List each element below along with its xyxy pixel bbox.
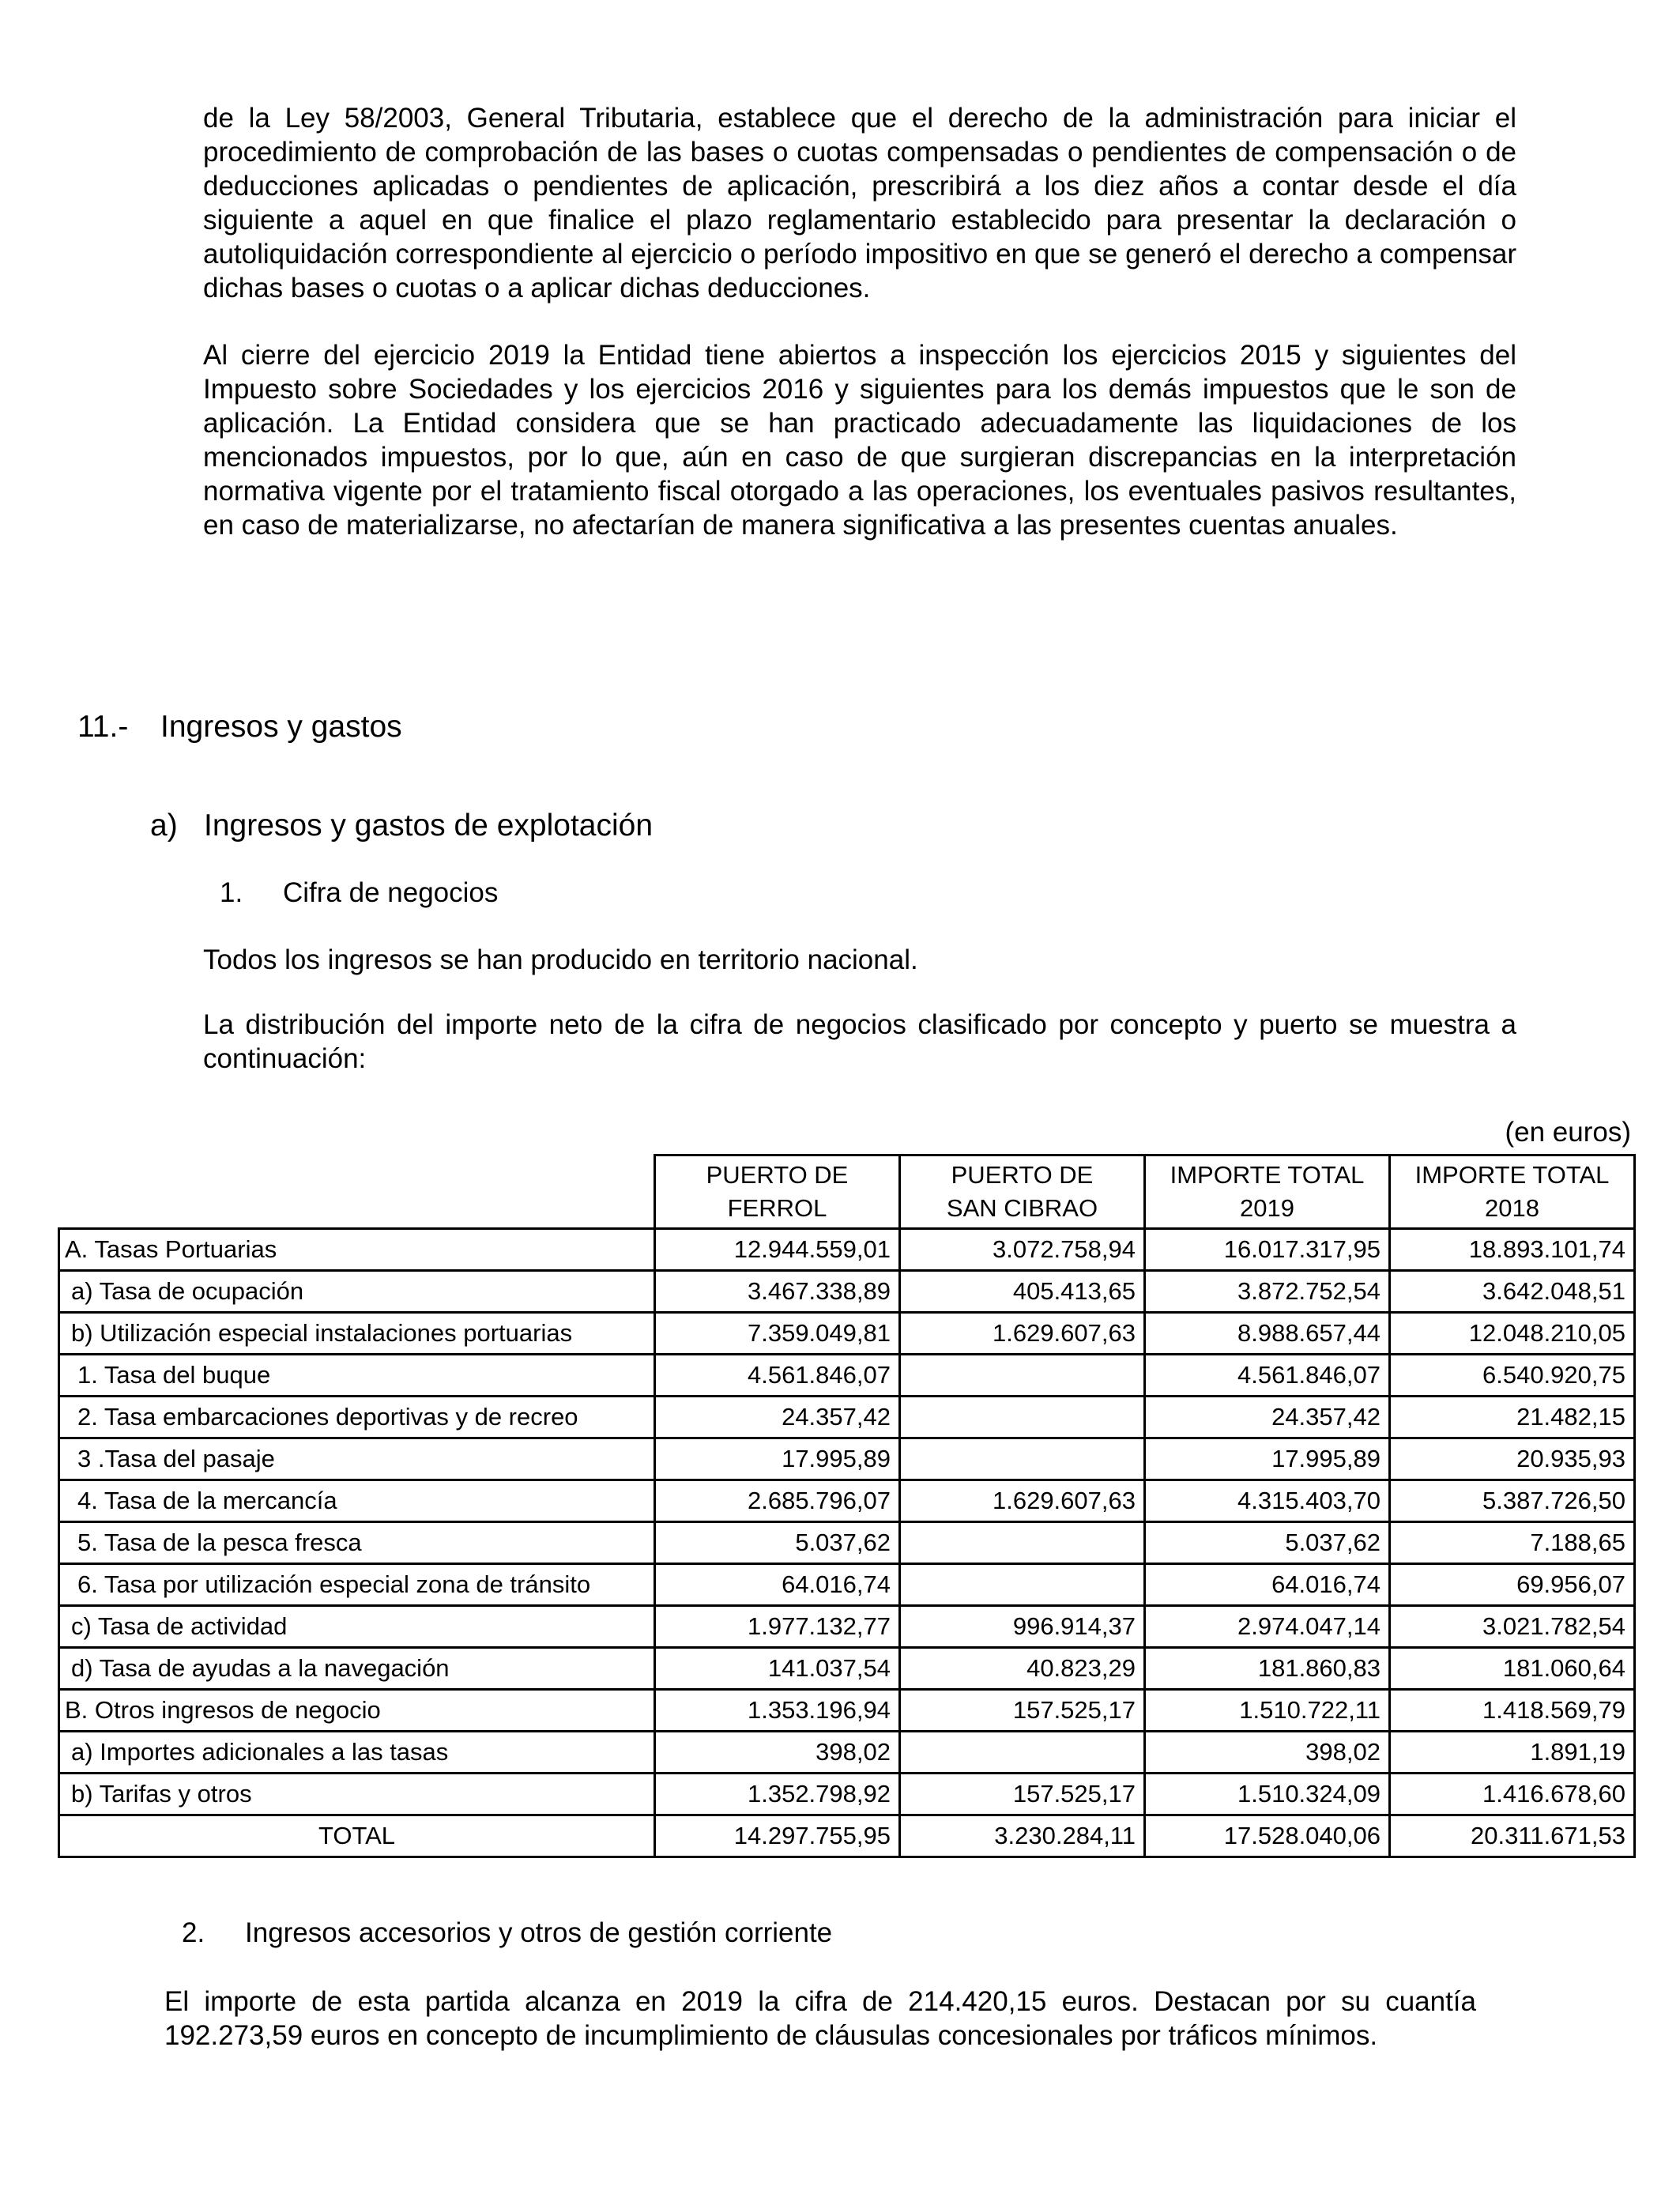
revenue-table — [58, 1154, 1636, 1858]
section-number: 11.- — [77, 710, 129, 744]
table-row — [59, 1355, 1635, 1397]
cell-value: 181.060,64 — [1390, 1648, 1635, 1690]
cell-value: 1.891,19 — [1390, 1732, 1635, 1774]
item-heading — [182, 1917, 832, 1949]
body-paragraph: Todos los ingresos se han producido en territorio nacional. — [203, 944, 918, 975]
body-paragraph: Al cierre del ejercicio 2019 la Entidad tiene abiertos a inspección los ejercicios 2015 y siguientes del Impuesto sobre Sociedades y los ejercicios 2016 y siguientes para los demás impuestos que le son de aplicación. La Entidad considera que se han practicado adecuadamente las liquidaciones de los mencionados impuestos, por lo que, aún en caso de que surgieran discrepancias en la interpretación normativa vigente por el tratamiento fiscal otorgado a las operaciones, los eventuales pasivos resultantes, en caso de materializarse, no afectarían de manera significativa a las presentes cuentas anuales. — [203, 340, 1516, 541]
cell-value: 17.528.040,06 — [1145, 1815, 1390, 1857]
cell-value: 69.956,07 — [1390, 1564, 1635, 1606]
table-header-row — [59, 1155, 1635, 1229]
table-row — [59, 1397, 1635, 1438]
cell-value: 24.357,42 — [1145, 1397, 1390, 1438]
row-label: 1. Tasa del buque — [59, 1355, 655, 1397]
row-label: 6. Tasa por utilización especial zona de tránsito — [59, 1564, 655, 1606]
cell-value: 64.016,74 — [1145, 1564, 1390, 1606]
table-row — [59, 1271, 1635, 1313]
body-paragraph: El importe de esta partida alcanza en 2019 la cifra de 214.420,15 euros. Destacan por su cuantía 192.273,59 euros en concepto de incumplimiento de cláusulas concesionales por tráficos mínimos. — [164, 1986, 1476, 2051]
row-label: d) Tasa de ayudas a la navegación — [59, 1648, 655, 1690]
table-row — [59, 1606, 1635, 1648]
item-heading — [220, 877, 498, 909]
section-heading — [77, 710, 402, 745]
column-header: PUERTO DE FERROL — [655, 1155, 900, 1229]
column-header: PUERTO DE SAN CIBRAO — [900, 1155, 1145, 1229]
cell-value: 3.467.338,89 — [655, 1271, 900, 1313]
cell-value: 181.860,83 — [1145, 1648, 1390, 1690]
row-label: c) Tasa de actividad — [59, 1606, 655, 1648]
item-title: Ingresos accesorios y otros de gestión corriente — [245, 1917, 833, 1948]
table-row — [59, 1774, 1635, 1815]
table-row — [59, 1732, 1635, 1774]
row-label: B. Otros ingresos de negocio — [59, 1690, 655, 1732]
cell-value: 12.048.210,05 — [1390, 1313, 1635, 1355]
cell-value: 24.357,42 — [655, 1397, 900, 1438]
table-row — [59, 1564, 1635, 1606]
row-label: 3 .Tasa del pasaje — [59, 1438, 655, 1480]
cell-value: 3.872.752,54 — [1145, 1271, 1390, 1313]
row-label: A. Tasas Portuarias — [59, 1229, 655, 1271]
cell-value: 20.311.671,53 — [1390, 1815, 1635, 1857]
cell-value: 5.037,62 — [1145, 1522, 1390, 1564]
cell-value: 141.037,54 — [655, 1648, 900, 1690]
subsection-title: Ingresos y gastos de explotación — [204, 809, 654, 843]
row-label: b) Tarifas y otros — [59, 1774, 655, 1815]
cell-value: 1.416.678,60 — [1390, 1774, 1635, 1815]
table-row — [59, 1648, 1635, 1690]
cell-value: 2.974.047,14 — [1145, 1606, 1390, 1648]
cell-value: 17.995,89 — [655, 1438, 900, 1480]
table-row — [59, 1438, 1635, 1480]
row-label: 5. Tasa de la pesca fresca — [59, 1522, 655, 1564]
cell-value: 996.914,37 — [900, 1606, 1145, 1648]
cell-value: 21.482,15 — [1390, 1397, 1635, 1438]
cell-value: 1.418.569,79 — [1390, 1690, 1635, 1732]
table-row — [59, 1480, 1635, 1522]
table-unit-label: (en euros) — [1505, 1117, 1631, 1148]
table-header-blank — [59, 1155, 655, 1229]
cell-value: 3.230.284,11 — [900, 1815, 1145, 1857]
row-label: a) Tasa de ocupación — [59, 1271, 655, 1313]
cell-value: 1.977.132,77 — [655, 1606, 900, 1648]
cell-value: 20.935,93 — [1390, 1438, 1635, 1480]
cell-value: 7.359.049,81 — [655, 1313, 900, 1355]
cell-value: 5.387.726,50 — [1390, 1480, 1635, 1522]
cell-value — [900, 1564, 1145, 1606]
cell-value: 16.017.317,95 — [1145, 1229, 1390, 1271]
cell-value — [900, 1732, 1145, 1774]
column-header: IMPORTE TOTAL 2019 — [1145, 1155, 1390, 1229]
body-paragraph: de la Ley 58/2003, General Tributaria, establece que el derecho de la administración para iniciar el procedimiento de comprobación de las bases o cuotas compensadas o pendientes de compensación o de deducciones aplicadas o pendientes de aplicación, prescribirá a los diez años a contar desde el día siguiente a aquel en que finalice el plazo reglamentario establecido para presentar la declaración o autoliquidación correspondiente al ejercicio o período impositivo en que se generó el derecho a compensar dichas bases o cuotas o a aplicar dichas deducciones. — [203, 103, 1516, 303]
cell-value: 8.988.657,44 — [1145, 1313, 1390, 1355]
row-label: a) Importes adicionales a las tasas — [59, 1732, 655, 1774]
cell-value: 4.561.846,07 — [1145, 1355, 1390, 1397]
cell-value: 1.510.722,11 — [1145, 1690, 1390, 1732]
cell-value: 6.540.920,75 — [1390, 1355, 1635, 1397]
cell-value: 14.297.755,95 — [655, 1815, 900, 1857]
cell-value: 1.510.324,09 — [1145, 1774, 1390, 1815]
table-row — [59, 1690, 1635, 1732]
item-number: 2. — [182, 1917, 205, 1948]
column-header: IMPORTE TOTAL 2018 — [1390, 1155, 1635, 1229]
row-label: 4. Tasa de la mercancía — [59, 1480, 655, 1522]
table-total-row — [59, 1815, 1635, 1857]
cell-value: 3.642.048,51 — [1390, 1271, 1635, 1313]
cell-value: 1.629.607,63 — [900, 1313, 1145, 1355]
section-title: Ingresos y gastos — [160, 710, 402, 744]
cell-value — [900, 1522, 1145, 1564]
item-number: 1. — [220, 877, 243, 908]
item-title: Cifra de negocios — [283, 877, 499, 908]
cell-value: 1.629.607,63 — [900, 1480, 1145, 1522]
cell-value: 157.525,17 — [900, 1774, 1145, 1815]
cell-value — [900, 1397, 1145, 1438]
cell-value: 7.188,65 — [1390, 1522, 1635, 1564]
cell-value: 17.995,89 — [1145, 1438, 1390, 1480]
table-row — [59, 1313, 1635, 1355]
cell-value: 64.016,74 — [655, 1564, 900, 1606]
subsection-letter: a) — [150, 809, 178, 843]
cell-value: 405.413,65 — [900, 1271, 1145, 1313]
row-label: TOTAL — [59, 1815, 655, 1857]
row-label: b) Utilización especial instalaciones portuarias — [59, 1313, 655, 1355]
cell-value: 12.944.559,01 — [655, 1229, 900, 1271]
table-row — [59, 1522, 1635, 1564]
table-row — [59, 1229, 1635, 1271]
cell-value: 4.315.403,70 — [1145, 1480, 1390, 1522]
cell-value: 398,02 — [655, 1732, 900, 1774]
cell-value: 1.352.798,92 — [655, 1774, 900, 1815]
cell-value — [900, 1438, 1145, 1480]
subsection-heading — [150, 809, 653, 843]
row-label: 2. Tasa embarcaciones deportivas y de recreo — [59, 1397, 655, 1438]
cell-value: 4.561.846,07 — [655, 1355, 900, 1397]
cell-value: 5.037,62 — [655, 1522, 900, 1564]
cell-value: 1.353.196,94 — [655, 1690, 900, 1732]
cell-value: 398,02 — [1145, 1732, 1390, 1774]
cell-value: 3.072.758,94 — [900, 1229, 1145, 1271]
cell-value: 40.823,29 — [900, 1648, 1145, 1690]
cell-value: 3.021.782,54 — [1390, 1606, 1635, 1648]
body-paragraph: La distribución del importe neto de la cifra de negocios clasificado por concepto y puerto se muestra a continuación: — [203, 1009, 1516, 1074]
cell-value: 2.685.796,07 — [655, 1480, 900, 1522]
cell-value — [900, 1355, 1145, 1397]
cell-value: 18.893.101,74 — [1390, 1229, 1635, 1271]
cell-value: 157.525,17 — [900, 1690, 1145, 1732]
